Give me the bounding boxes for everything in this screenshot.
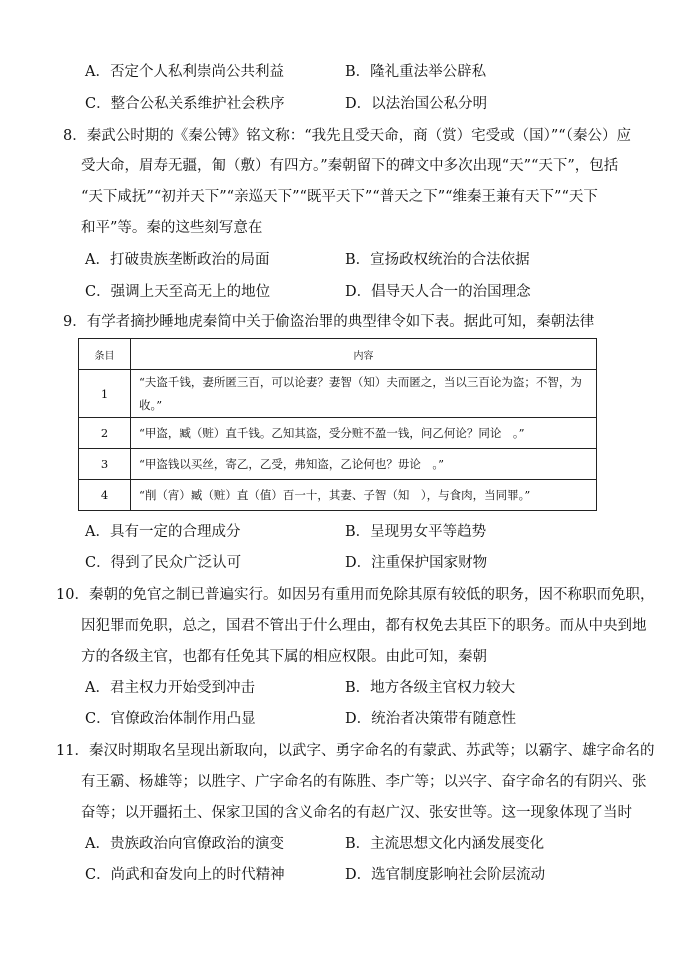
q8-option-a: A．打破贵族垄断政治的局面: [85, 252, 270, 268]
q9-option-a: A．具有一定的合理成分: [85, 524, 241, 540]
table-cell-num: 1: [79, 370, 131, 418]
table-cell-num: 3: [79, 449, 131, 480]
table-cell-num: 2: [79, 418, 131, 449]
q7-option-b: B．隆礼重法举公辟私: [345, 64, 487, 80]
table-cell-text: “甲盗，臧（赃）直千钱。乙知其盗，受分赃不盈一钱，问乙何论？同论 。”: [131, 418, 597, 449]
table-row: [79, 370, 597, 418]
q11-stem-line-1: 11．秦汉时期取名呈现出新取向，以武字、勇字命名的有蒙武、苏武等；以霸字、雄字命名的: [56, 743, 655, 759]
table-header-row: [79, 339, 597, 370]
q7-option-c: C．整合公私关系维护社会秩序: [85, 96, 285, 112]
q10-stem-line-2: 因犯罪而免职，总之，国君不管出于什么理由，都有权免去其臣下的职务。而从中央到地: [81, 618, 647, 634]
q7-option-a: A．否定个人私利崇尚公共利益: [85, 64, 284, 80]
table-row: [79, 418, 597, 449]
q10-option-c: C．官僚政治体制作用凸显: [85, 711, 256, 727]
q10-option-a: A．君主权力开始受到冲击: [85, 680, 255, 696]
table-row: [79, 449, 597, 480]
q10-stem-line-1: 10．秦朝的免官之制已普遍实行。如因另有重用而免除其原有较低的职务，因不称职而免职，: [56, 587, 655, 603]
q11-stem-line-2: 有王霸、杨雄等；以胜字、广字命名的有陈胜、李广等；以兴字、奋字命名的有阴兴、张: [81, 774, 647, 790]
q8-option-c: C．强调上天至高无上的地位: [85, 284, 271, 300]
table-row: [79, 480, 597, 511]
q9-option-d: D．注重保护国家财物: [345, 555, 488, 571]
q10-option-d: D．统治者决策带有随意性: [345, 711, 517, 727]
q11-option-c: C．尚武和奋发向上的时代精神: [85, 867, 285, 883]
q9-stem: 9．有学者摘抄睡地虎秦简中关于偷盗治罪的典型律令如下表。据此可知，秦朝法律: [63, 314, 595, 330]
q7-option-d: D．以法治国公私分明: [345, 96, 488, 112]
table-header-num: 条目: [79, 339, 131, 370]
table-header-content: 内容: [131, 339, 597, 370]
q10-option-b: B．地方各级主官权力较大: [345, 680, 516, 696]
law-table: [78, 338, 597, 511]
table-cell-num: 4: [79, 480, 131, 511]
q8-stem-line-1: 8．秦武公时期的《秦公镈》铭文称：“我先且受天命，商（赏）宅受或（国）”“（秦公）应: [63, 128, 631, 144]
q8-option-d: D．倡导天人合一的治国理念: [345, 284, 531, 300]
q8-stem-line-2: 受大命，眉寿无疆，匍（敷）有四方。”秦朝留下的碑文中多次出现“天”“天下”，包括: [81, 158, 619, 174]
q10-stem-line-3: 方的各级主官，也都有任免其下属的相应权限。由此可知，秦朝: [81, 649, 487, 665]
table-cell-text: “甲盗钱以买丝，寄乙，乙受，弗知盗，乙论何也？毋论 。”: [131, 449, 597, 480]
q11-option-b: B．主流思想文化内涵发展变化: [345, 836, 545, 852]
q11-option-a: A．贵族政治向官僚政治的演变: [85, 836, 284, 852]
q8-stem-line-3: “天下咸抚”“初并天下”“亲巡天下”“既平天下”“普天之下”“维秦王兼有天下”“天下: [81, 189, 598, 205]
q9-option-b: B．呈现男女平等趋势: [345, 524, 487, 540]
table-cell-text: “削（宵）臧（赃）直（值）百一十，其妻、子智（知 ），与食肉，当同罪。”: [131, 480, 597, 511]
q8-stem-line-4: 和平”等。秦的这些刻写意在: [81, 220, 263, 236]
q11-stem-line-3: 奋等；以开疆拓土、保家卫国的含义命名的有赵广汉、张安世等。这一现象体现了当时: [81, 805, 632, 821]
q9-option-c: C．得到了民众广泛认可: [85, 555, 242, 571]
table-cell-text: “夫盗千钱，妻所匿三百，可以论妻？妻智（知）夫而匿之，当以三百论为盗；不智，为收。”: [131, 370, 597, 418]
q8-option-b: B．宣扬政权统治的合法依据: [345, 252, 530, 268]
q11-option-d: D．选官制度影响社会阶层流动: [345, 867, 546, 883]
